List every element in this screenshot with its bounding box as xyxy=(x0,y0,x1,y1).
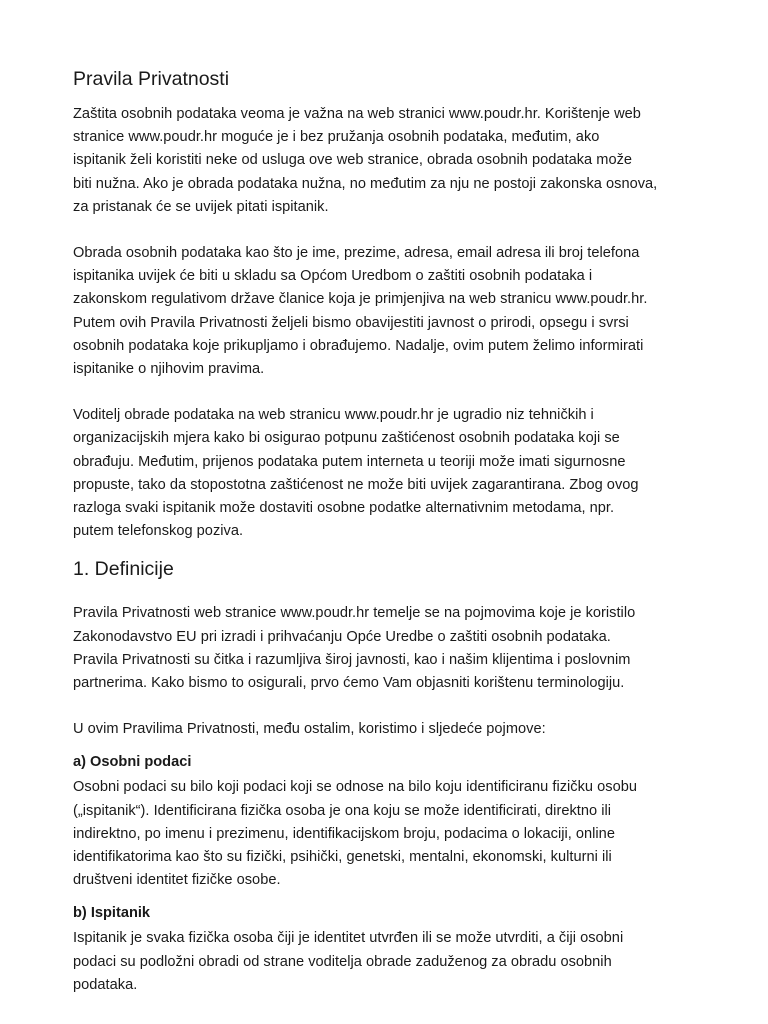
term-heading-osobni-podaci: a) Osobni podaci xyxy=(73,754,192,771)
text-line: ispitanik želi koristiti neke od usluga ove web stranice, obrada osobnih podataka može xyxy=(73,152,633,169)
intro-paragraph-1 xyxy=(73,103,709,219)
definitions-paragraph-1 xyxy=(73,602,709,695)
text-line: Zaštita osobnih podataka veoma je važna na web stranici www.poudr.hr. Korištenje web xyxy=(73,106,641,122)
text-line: podataka. xyxy=(73,976,138,993)
section-heading-definicije: 1. Definicije xyxy=(73,558,174,581)
text-line: identifikatorima kao što su fizički, psihički, genetski, mentalni, ekonomski, kulturni ili xyxy=(73,849,612,866)
text-line: Voditelj obrade podataka na web stranicu www.poudr.hr je ugradio niz tehničkih i xyxy=(73,407,594,424)
text-line: Osobni podaci su bilo koji podaci koji se odnose na bilo koju identificiranu fizičku osobu xyxy=(73,779,637,796)
text-line: društveni identitet fizičke osobe. xyxy=(73,872,281,889)
text-line: organizacijskih mjera kako bi osigurao potpunu zaštićenost osobnih podataka koji se xyxy=(73,430,620,447)
text-line: indirektno, po imenu i prezimenu, identifikacijskom broju, podacima o lokaciji, online xyxy=(73,825,615,842)
text-line: ispitanika uvijek će biti u skladu sa Općom Uredbom o zaštiti osobnih podataka i xyxy=(73,268,593,285)
term-body-osobni-podaci xyxy=(73,776,709,892)
text-line: ispitanike o njihovim pravima. xyxy=(73,361,265,378)
text-line: partnerima. Kako bismo to osigurali, prvo ćemo Vam objasniti korištenu terminologiju. xyxy=(73,675,625,692)
term-body-ispitanik xyxy=(73,927,709,997)
text-line: Pravila Privatnosti web stranice www.poudr.hr temelje se na pojmovima koje je koristilo xyxy=(73,605,636,622)
text-line: propuste, tako da stopostotna zaštićenost ne može biti uvijek zagarantirana. Zbog ovog xyxy=(73,476,639,493)
text-line: putem telefonskog poziva. xyxy=(73,523,244,540)
text-line: Zakonodavstvo EU pri izradi i prihvaćanju Opće Uredbe o zaštiti osobnih podataka. xyxy=(73,628,611,645)
text-line: biti nužna. Ako je obrada podataka nužna, no međutim za nju ne postoji zakonska osnova, xyxy=(73,175,658,192)
document-page xyxy=(73,64,709,997)
text-line: podaci su podložni obradi od strane voditelja obrade zaduženog za obradu osobnih xyxy=(73,953,612,970)
text-line: razloga svaki ispitanik može dostaviti osobne podatke alternativnim metodama, npr. xyxy=(73,500,615,517)
intro-paragraph-2 xyxy=(73,242,709,381)
text-line: Obrada osobnih podataka kao što je ime, prezime, adresa, email adresa ili broj telefona xyxy=(73,245,640,262)
text-line: Putem ovih Pravila Privatnosti željeli bismo obavijestiti javnost o prirodi, opsegu i svrsi xyxy=(73,314,629,331)
text-line: („ispitanik“). Identificirana fizička osoba je ona koju se može identificirati, direktno ili xyxy=(73,802,611,819)
text-line: za pristanak će se uvijek pitati ispitanik. xyxy=(73,198,329,215)
page-title: Pravila Privatnosti xyxy=(73,68,230,90)
text-line: Pravila Privatnosti su čitka i razumljiva široj javnosti, kao i našim klijentima i poslovnim xyxy=(73,651,631,668)
definitions-paragraph-2 xyxy=(73,718,709,741)
text-line: U ovim Pravilima Privatnosti, među ostalim, koristimo i sljedeće pojmove: xyxy=(73,721,546,738)
intro-paragraph-3 xyxy=(73,404,709,543)
text-line: osobnih podataka koje prikupljamo i obrađujemo. Nadalje, ovim putem želimo informirati xyxy=(73,337,644,354)
text-line: zakonskom regulativom države članice koja je primjenjiva na web stranicu www.poudr.hr. xyxy=(73,291,648,308)
term-heading-ispitanik: b) Ispitanik xyxy=(73,905,151,922)
text-line: obrađuju. Međutim, prijenos podataka putem interneta u teoriji može imati sigurnosne xyxy=(73,453,626,470)
text-line: Ispitanik je svaka fizička osoba čiji je identitet utvrđen ili se može utvrditi, a čiji osobni xyxy=(73,930,624,947)
text-line: stranice www.poudr.hr moguće je i bez pružanja osobnih podataka, međutim, ako xyxy=(73,129,600,146)
